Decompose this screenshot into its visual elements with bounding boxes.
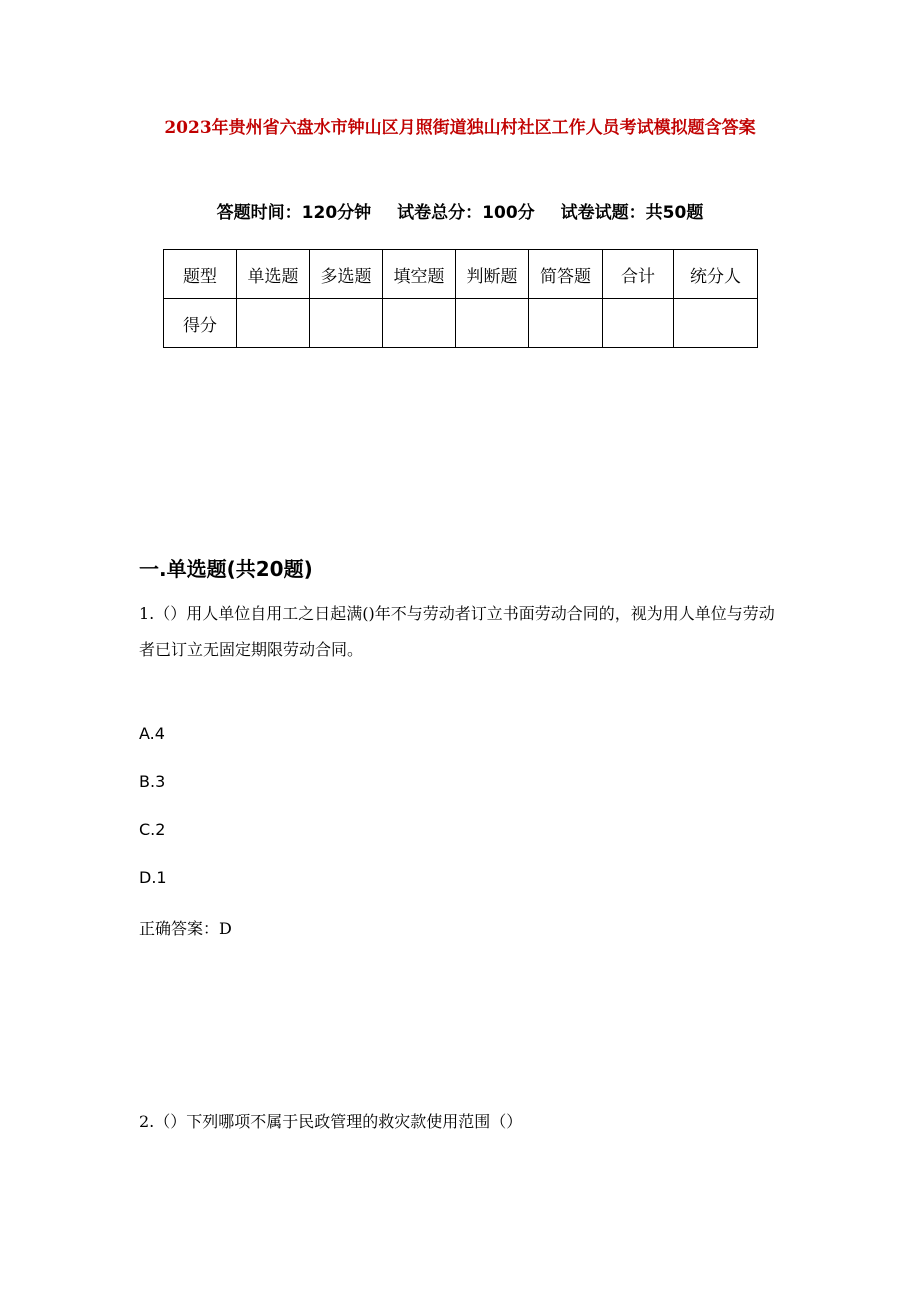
- score-cell: [456, 299, 529, 348]
- score-cell: [603, 299, 674, 348]
- score-cell: [383, 299, 456, 348]
- question-1-option-c: C.2: [139, 820, 166, 839]
- score-table-score-row: [164, 299, 758, 348]
- header-cell-fill-blank: 填空题: [383, 250, 456, 299]
- header-cell-multiple-choice: 多选题: [310, 250, 383, 299]
- exam-total-score: 试卷总分：100分: [397, 203, 535, 223]
- question-2-text: 2.（）下列哪项不属于民政管理的救灾款使用范围（）: [139, 1112, 523, 1131]
- exam-question-count: 试卷试题：共50题: [560, 203, 704, 223]
- header-cell-type: 题型: [164, 250, 237, 299]
- document-title: 2023年贵州省六盘水市钟山区月照街道独山村社区工作人员考试模拟题含答案: [164, 118, 756, 138]
- score-cell: [237, 299, 310, 348]
- header-cell-short-answer: 简答题: [529, 250, 603, 299]
- header-cell-single-choice: 单选题: [237, 250, 310, 299]
- exam-meta: [0, 198, 920, 223]
- question-1-text: 1.（）用人单位自用工之日起满()年不与劳动者订立书面劳动合同的，视为用人单位与劳动者已订立无固定期限劳动合同。: [139, 604, 775, 659]
- score-table-header-row: [164, 250, 758, 299]
- header-cell-true-false: 判断题: [456, 250, 529, 299]
- question-1-option-b: B.3: [139, 772, 166, 791]
- question-1-option-d: D.1: [139, 868, 167, 887]
- score-cell: [529, 299, 603, 348]
- header-cell-total: 合计: [603, 250, 674, 299]
- exam-time: 答题时间：120分钟: [216, 203, 372, 223]
- header-cell-scorer: 统分人: [674, 250, 758, 299]
- score-cell: [310, 299, 383, 348]
- section-title: 一.单选题(共20题): [139, 557, 313, 581]
- row-label-score: 得分: [164, 299, 237, 348]
- score-cell: [674, 299, 758, 348]
- question-1-option-a: A.4: [139, 724, 165, 743]
- score-table: [163, 249, 758, 348]
- question-1-answer: 正确答案：D: [139, 919, 232, 938]
